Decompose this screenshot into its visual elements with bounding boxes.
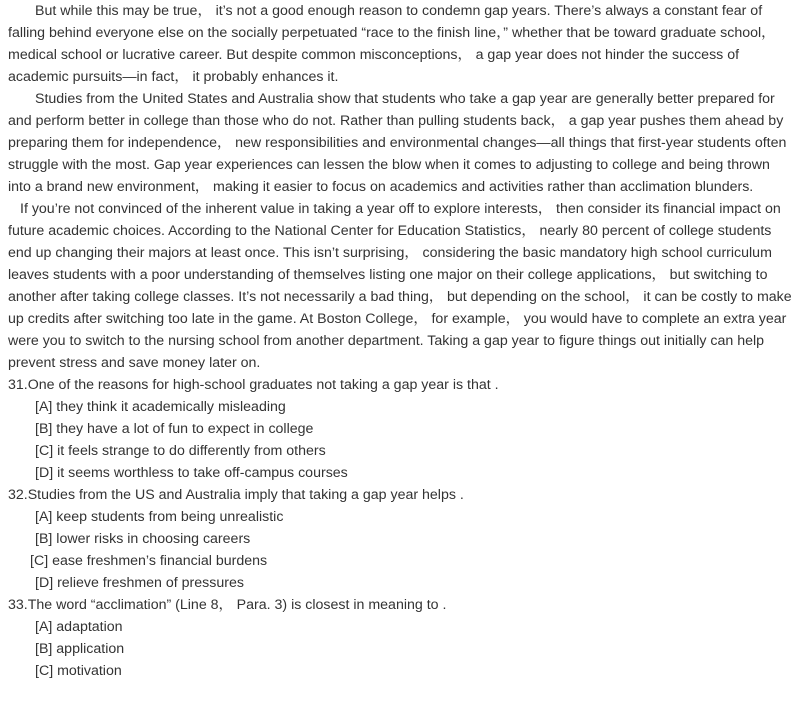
option-c: [C] ease freshmen’s financial burdens: [30, 553, 268, 569]
option-d: [D] it seems worthless to take off-campus courses: [35, 465, 348, 481]
option-d: [D] relieve freshmen of pressures: [35, 575, 244, 591]
paragraph-2: Studies from the United States and Australia show that students who take a gap year are generally better prepared for and perform better in college than those who do not. Rather than pulling students back， a gap year pushes them ahead by preparing them for independence， new responsibilities and environmental changes—all things that first-year students often struggle with the most. Gap year experiences can lessen the blow when it comes to adjusting to college and being thrown into a brand new environment， making it easier to focus on academics and activities rather than acclimation blunders.: [8, 91, 787, 195]
option-b: [B] lower risks in choosing careers: [35, 531, 251, 547]
question-33: [8, 594, 792, 682]
question-32: [8, 484, 792, 594]
question-stem: 33.The word “acclimation” (Line 8， Para. 3) is closest in meaning to .: [8, 597, 447, 613]
option-a: [A] keep students from being unrealistic: [35, 509, 284, 525]
option-b: [B] application: [35, 641, 125, 657]
question-31: [8, 374, 792, 484]
question-stem: 31.One of the reasons for high-school graduates not taking a gap year is that .: [8, 377, 499, 393]
question-stem: 32.Studies from the US and Australia imply that taking a gap year helps .: [8, 487, 464, 503]
option-a: [A] adaptation: [35, 619, 123, 635]
option-c: [C] motivation: [35, 663, 122, 679]
paragraph-1: But while this may be true， it’s not a good enough reason to condemn gap years. There’s always a constant fear of falling behind everyone else on the socially perpetuated “race to the finish line，” whether that be toward graduate school，medical school or lucrative career. But despite common misconceptions， a gap year does not hinder the success of academic pursuits—in fact， it probably enhances it.: [8, 3, 776, 85]
option-c: [C] it feels strange to do differently from others: [35, 443, 326, 459]
paragraph-3: If you’re not convinced of the inherent value in taking a year off to explore interests， then consider its financial impact on future academic choices. According to the National Center for Education Statistics， nearly 80 percent of college students end up changing their majors at least once. This isn’t surprising， considering the basic mandatory high school curriculum leaves students with a poor understanding of themselves listing one major on their college applications， but switching to another after taking college classes. It’s not necessarily a bad thing， but depending on the school， it can be costly to make up credits after switching too late in the game. At Boston College， for example， you would have to complete an extra year were you to switch to the nursing school from another department. Taking a gap year to figure things out initially can help prevent stress and save money later on.: [8, 201, 792, 371]
option-b: [B] they have a lot of fun to expect in college: [35, 421, 314, 437]
option-a: [A] they think it academically misleading: [35, 399, 286, 415]
